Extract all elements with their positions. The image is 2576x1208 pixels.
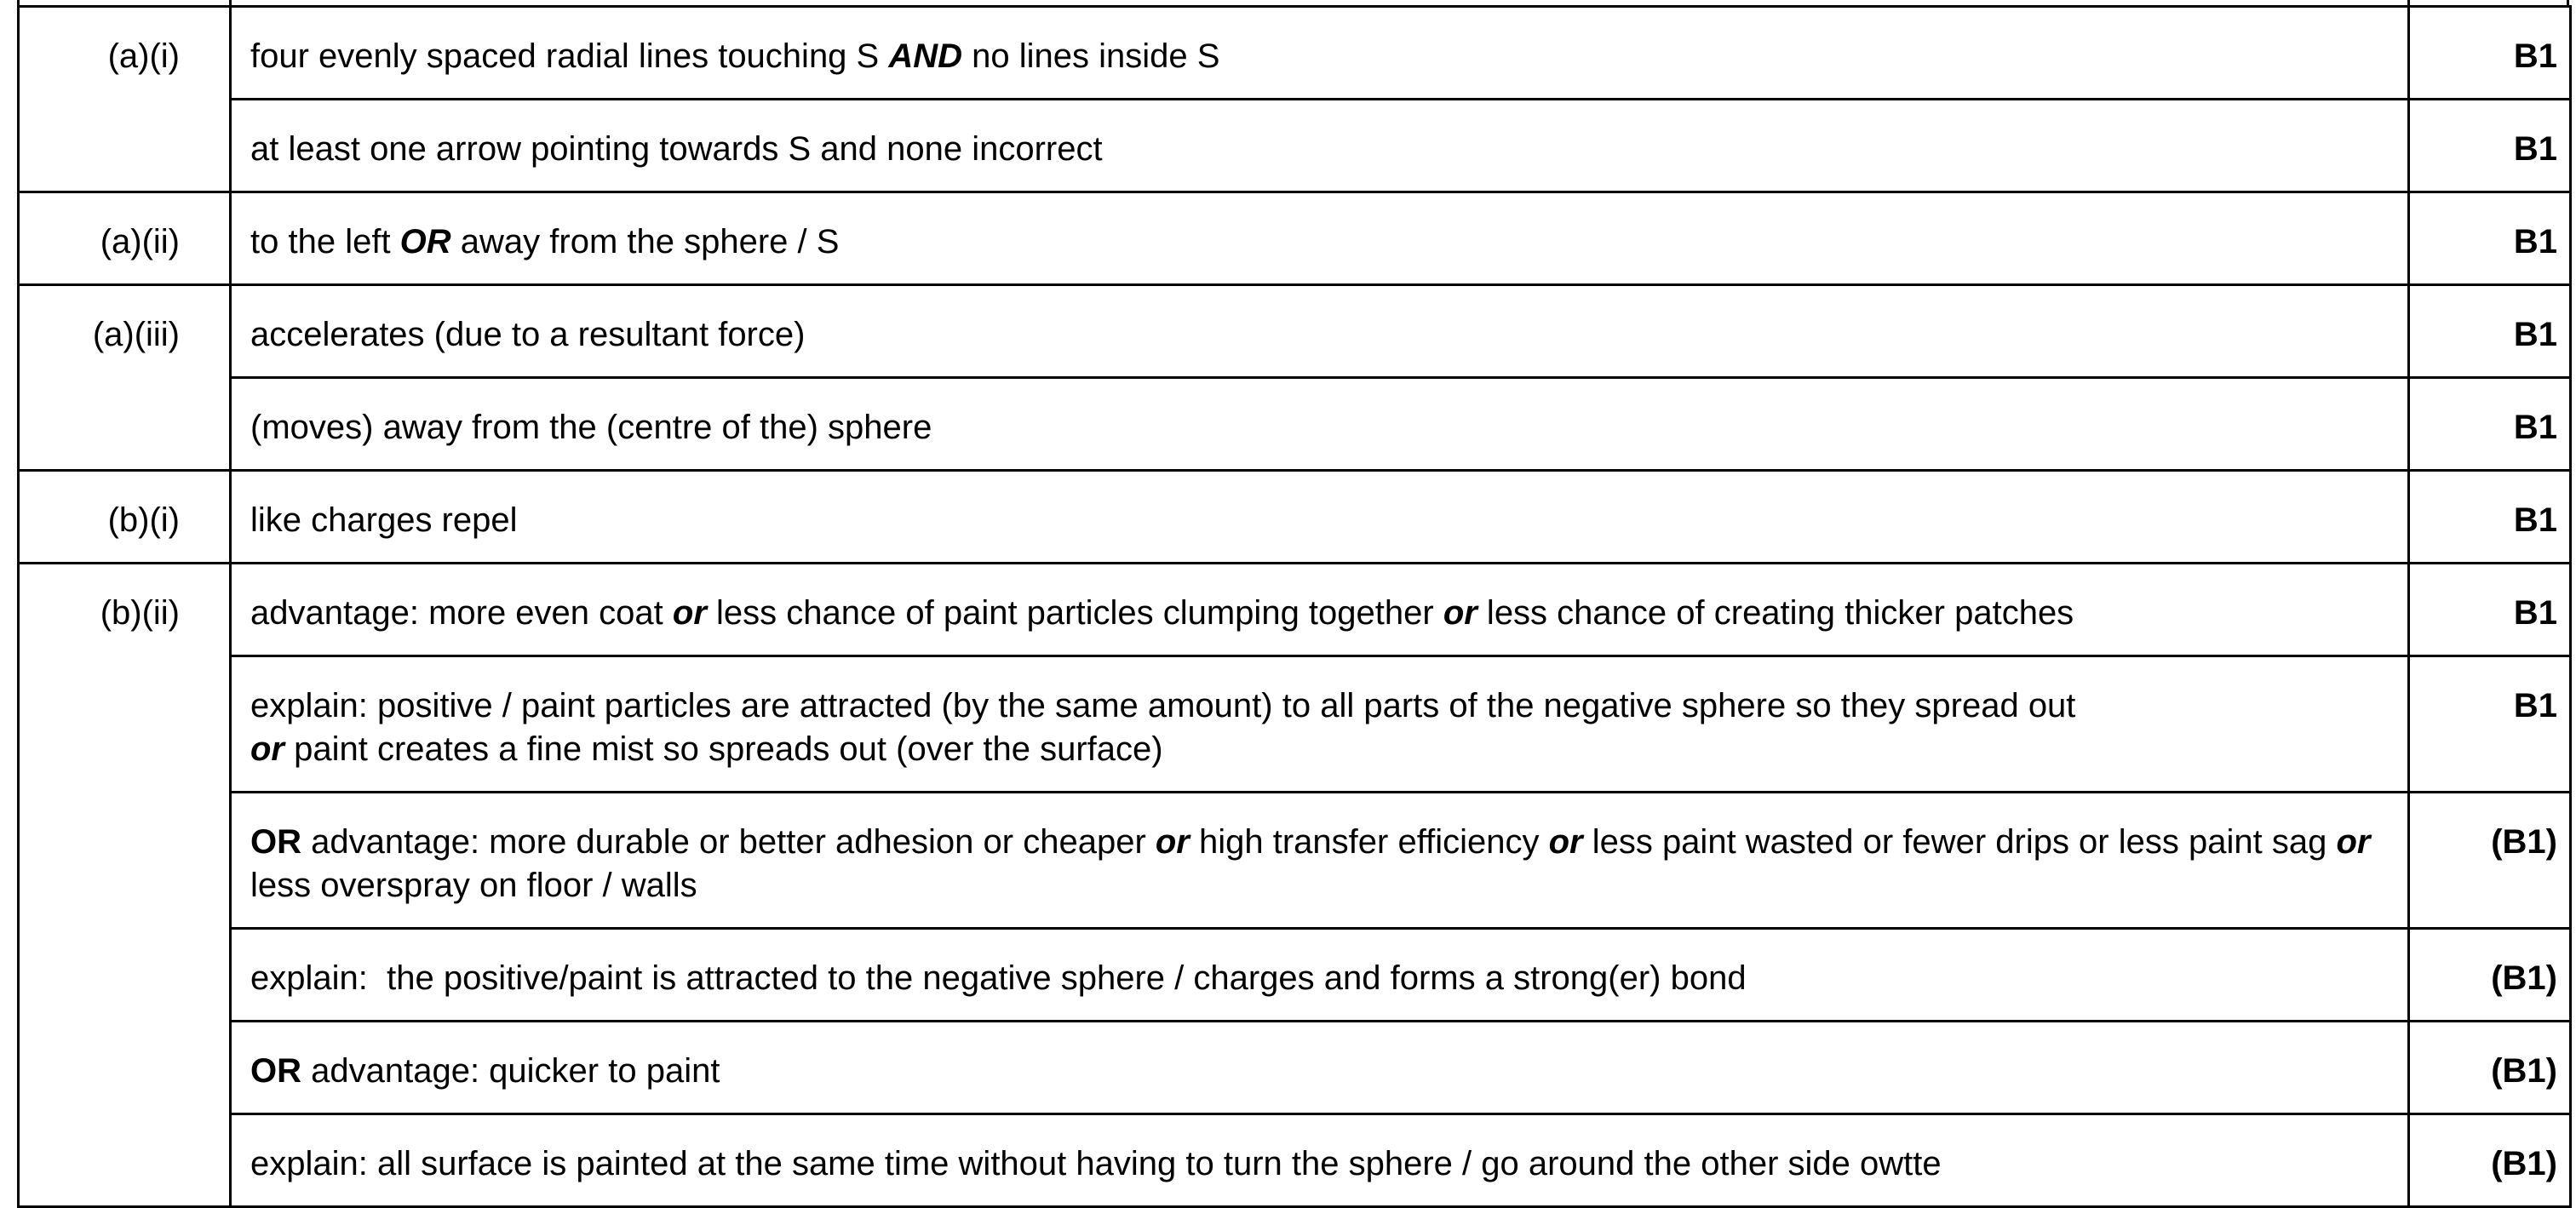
answer-text: explain: the positive/paint is attracted to the negative sphere / charges and forms a strong(er) bond <box>231 929 2409 1022</box>
table-row <box>19 378 2571 471</box>
mark-value: B1 <box>2409 656 2571 793</box>
answer-text: OR advantage: more durable or better adhesion or cheaper or high transfer efficiency or less paint wasted or fewer drips or less paint sag or less overspray on floor / walls <box>231 793 2409 929</box>
table-row <box>19 285 2571 378</box>
answer-text: at least one arrow pointing towards S and none incorrect <box>231 100 2409 192</box>
answer-text: explain: all surface is painted at the same time without having to turn the sphere / go around the other side owtte <box>231 1114 2409 1207</box>
mark-value: B1 <box>2409 7 2571 100</box>
answer-text: four evenly spaced radial lines touching S AND no lines inside S <box>231 7 2409 100</box>
question-number: (b)(i) <box>19 471 231 564</box>
mark-value: (B1) <box>2409 929 2571 1022</box>
answer-text: (moves) away from the (centre of the) sphere <box>231 378 2409 471</box>
answer-text: like charges repel <box>231 471 2409 564</box>
answer-text: explain: positive / paint particles are attracted (by the same amount) to all parts of the negative sphere so they spread out or paint creates a fine mist so spreads out (over the surface) <box>231 656 2409 793</box>
table-row <box>19 929 2571 1022</box>
table-row <box>19 656 2571 793</box>
question-number: (a)(iii) <box>19 285 231 471</box>
table-row <box>19 1114 2571 1207</box>
answer-text: to the left OR away from the sphere / S <box>231 192 2409 285</box>
answer-text: OR advantage: quicker to paint <box>231 1022 2409 1114</box>
mark-value: B1 <box>2409 100 2571 192</box>
table-row <box>19 100 2571 192</box>
mark-value: (B1) <box>2409 793 2571 929</box>
mark-value: B1 <box>2409 471 2571 564</box>
answer-text: advantage: more even coat or less chance of paint particles clumping together or less chance of creating thicker patches <box>231 564 2409 656</box>
mark-value: (B1) <box>2409 1022 2571 1114</box>
mark-value: B1 <box>2409 378 2571 471</box>
table-row <box>19 564 2571 656</box>
question-number: (a)(ii) <box>19 192 231 285</box>
mark-value: B1 <box>2409 192 2571 285</box>
table-row <box>19 192 2571 285</box>
mark-value: B1 <box>2409 564 2571 656</box>
table-row <box>19 1022 2571 1114</box>
question-number: (a)(i) <box>19 7 231 192</box>
mark-value: (B1) <box>2409 1114 2571 1207</box>
table-row <box>19 7 2571 100</box>
question-number: (b)(ii) <box>19 564 231 1207</box>
mark-value: B1 <box>2409 285 2571 378</box>
answer-text: accelerates (due to a resultant force) <box>231 285 2409 378</box>
table-row <box>19 471 2571 564</box>
table-row <box>19 793 2571 929</box>
mark-scheme-table <box>17 5 2572 1208</box>
